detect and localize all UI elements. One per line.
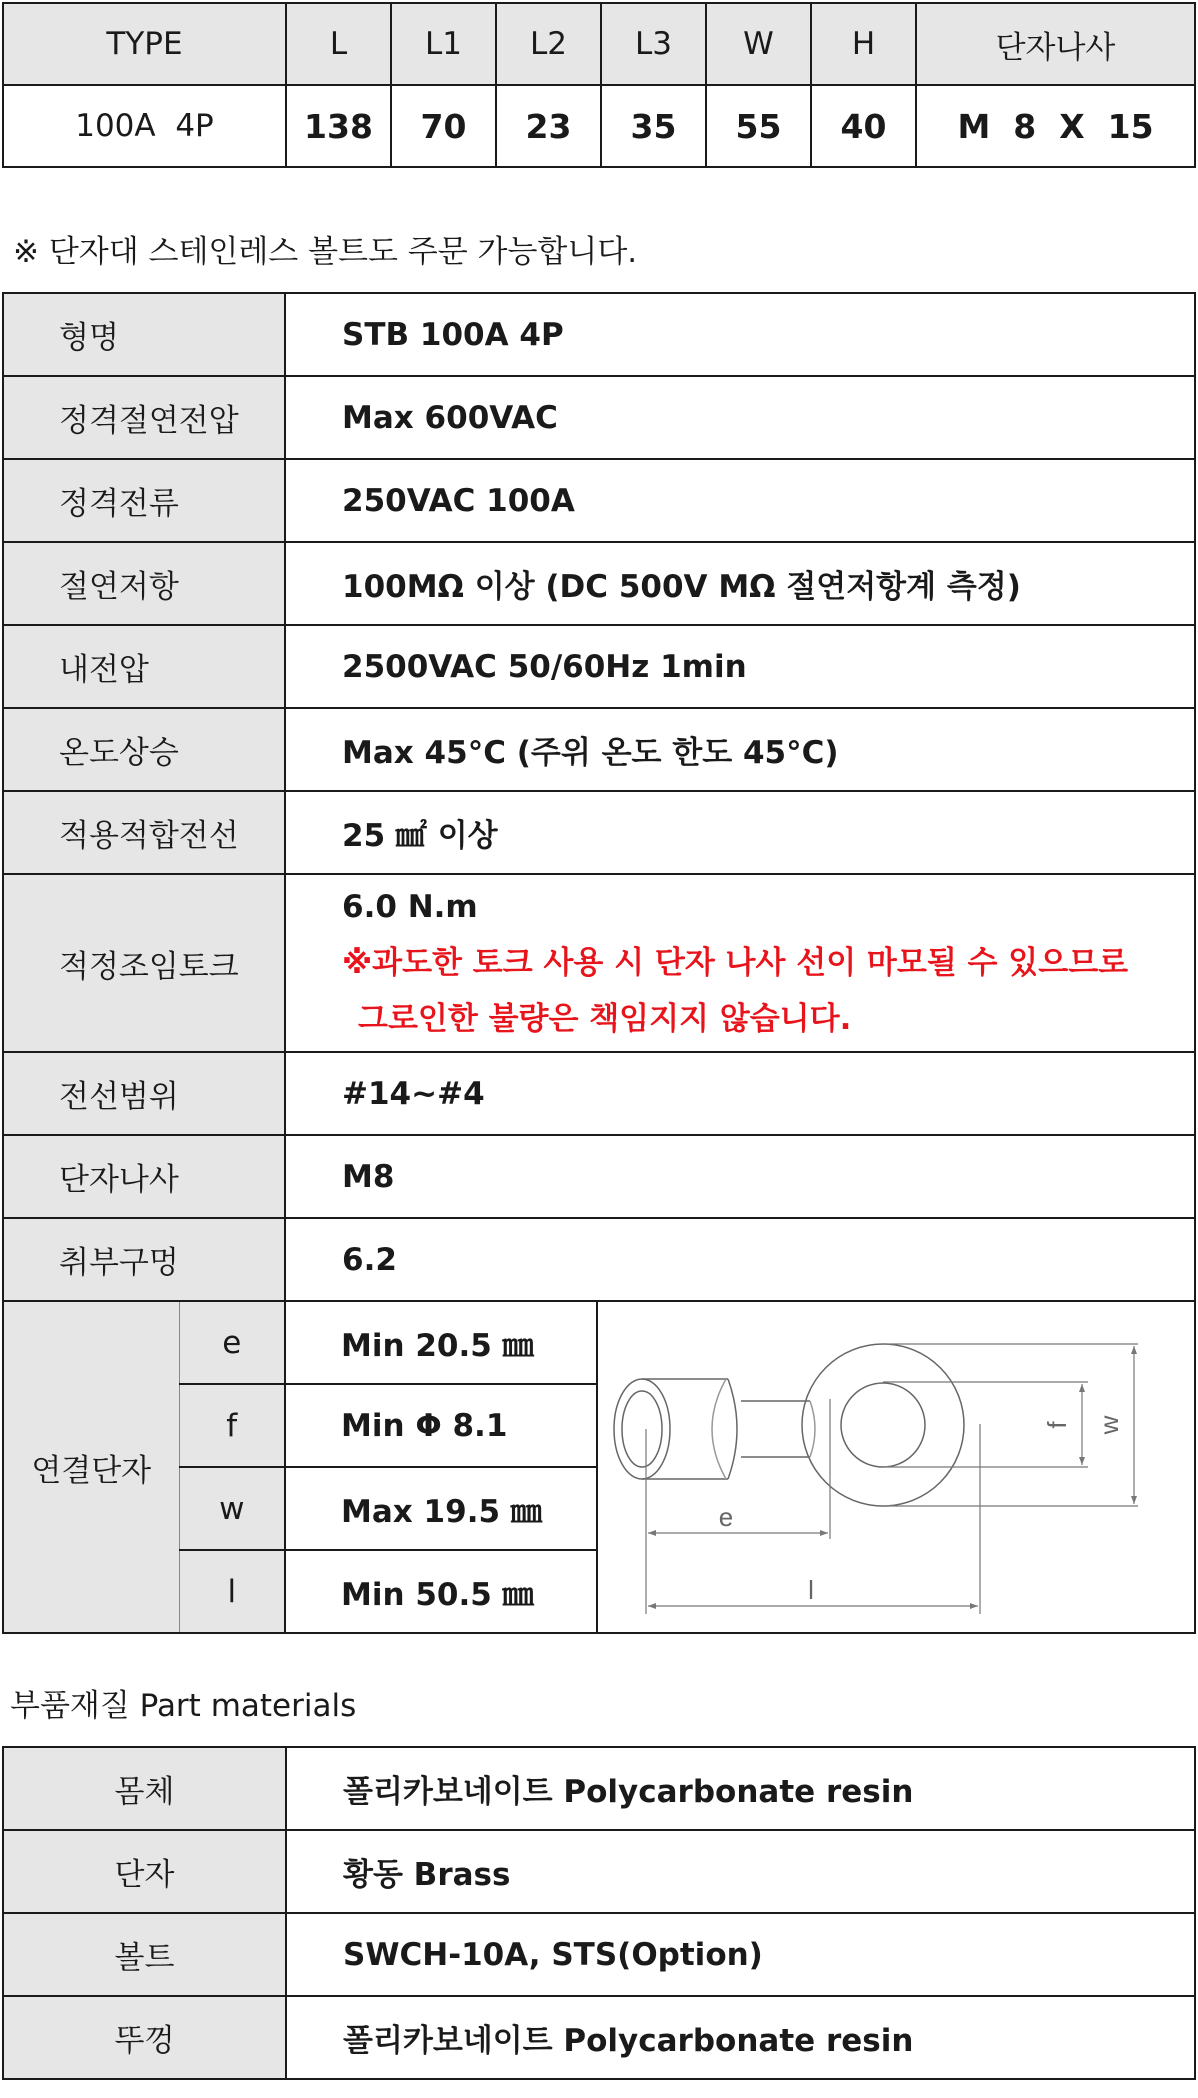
ring-terminal-diagram	[597, 1301, 1195, 1633]
torque-warning-line2: 그로인한 불량은 책임지지 않습니다.	[358, 1001, 852, 1037]
spec-value-applicable-wire: 25 ㎟ 이상	[285, 791, 1195, 874]
torque-warning-line1: ※과도한 토크 사용 시 단자 나사 선이 마모될 수 있으므로	[342, 945, 1129, 981]
header-h: H	[811, 3, 916, 85]
terminal-value-w: Max 19.5 ㎜	[285, 1467, 597, 1550]
material-value-cover: 폴리카보네이트 Polycarbonate resin	[286, 1996, 1195, 2079]
terminal-value-l: Min 50.5 ㎜	[285, 1550, 597, 1633]
torque-value: 6.0 N.m	[342, 889, 478, 925]
diagram-label-w: w	[1094, 1415, 1124, 1435]
header-type: TYPE	[3, 3, 286, 85]
header-l: L	[286, 3, 391, 85]
spec-label-mounting-hole: 취부구멍	[3, 1218, 285, 1301]
spec-value-torque	[285, 874, 1195, 1052]
spec-label-connection-terminal: 연결단자	[3, 1301, 179, 1633]
spec-value-mounting-hole: 6.2	[285, 1218, 1195, 1301]
spec-label-terminal-screw: 단자나사	[3, 1135, 285, 1218]
cell-l1: 70	[391, 85, 496, 167]
materials-table	[2, 1746, 1196, 2080]
terminal-value-f: Min Φ 8.1	[285, 1384, 597, 1467]
diagram-label-f: f	[1042, 1421, 1072, 1429]
header-l2: L2	[496, 3, 601, 85]
cell-terminal-screw: M 8 X 15	[916, 85, 1195, 167]
spec-label-wire-range: 전선범위	[3, 1052, 285, 1135]
spec-value-temperature-rise: Max 45°C (주위 온도 한도 45°C)	[285, 708, 1195, 791]
spec-value-rated-current: 250VAC 100A	[285, 459, 1195, 542]
spec-label-rated-current: 정격전류	[3, 459, 285, 542]
spec-label-torque: 적정조임토크	[3, 874, 285, 1052]
cell-w: 55	[706, 85, 811, 167]
header-l3: L3	[601, 3, 706, 85]
terminal-value-e: Min 20.5 ㎜	[285, 1301, 597, 1384]
diagram-label-e: e	[718, 1502, 734, 1532]
header-l1: L1	[391, 3, 496, 85]
spec-table	[2, 292, 1196, 1634]
cell-l2: 23	[496, 85, 601, 167]
terminal-key-l: l	[179, 1550, 285, 1633]
terminal-key-f: f	[179, 1384, 285, 1467]
spec-value-terminal-screw: M8	[285, 1135, 1195, 1218]
dimensions-table	[2, 2, 1196, 168]
cell-type: 100A 4P	[3, 85, 286, 167]
material-label-cover: 뚜껑	[3, 1996, 286, 2079]
material-label-body: 몸체	[3, 1747, 286, 1830]
spec-label-withstand-voltage: 내전압	[3, 625, 285, 708]
spec-value-insulation-resistance: 100MΩ 이상 (DC 500V MΩ 절연저항계 측정)	[285, 542, 1195, 625]
material-label-bolt: 볼트	[3, 1913, 286, 1996]
material-value-terminal: 황동 Brass	[286, 1830, 1195, 1913]
cell-h: 40	[811, 85, 916, 167]
spec-value-model: STB 100A 4P	[285, 293, 1195, 376]
terminal-key-w: w	[179, 1467, 285, 1550]
diagram-label-l: l	[808, 1575, 814, 1605]
spec-value-withstand-voltage: 2500VAC 50/60Hz 1min	[285, 625, 1195, 708]
spec-label-temperature-rise: 온도상승	[3, 708, 285, 791]
spec-value-wire-range: #14~#4	[285, 1052, 1195, 1135]
material-label-terminal: 단자	[3, 1830, 286, 1913]
materials-heading: 부품재질 Part materials	[10, 1688, 357, 1724]
header-terminal-screw: 단자나사	[916, 3, 1195, 85]
terminal-key-e: e	[179, 1301, 285, 1384]
material-value-body: 폴리카보네이트 Polycarbonate resin	[286, 1747, 1195, 1830]
cell-l: 138	[286, 85, 391, 167]
header-w: W	[706, 3, 811, 85]
spec-label-applicable-wire: 적용적합전선	[3, 791, 285, 874]
spec-value-insulation-voltage: Max 600VAC	[285, 376, 1195, 459]
stainless-note: ※ 단자대 스테인레스 볼트도 주문 가능합니다.	[13, 234, 638, 270]
spec-label-model: 형명	[3, 293, 285, 376]
spec-label-insulation-voltage: 정격절연전압	[3, 376, 285, 459]
ring-terminal-drawing	[598, 1304, 1192, 1630]
material-value-bolt: SWCH-10A, STS(Option)	[286, 1913, 1195, 1996]
spec-label-insulation-resistance: 절연저항	[3, 542, 285, 625]
cell-l3: 35	[601, 85, 706, 167]
